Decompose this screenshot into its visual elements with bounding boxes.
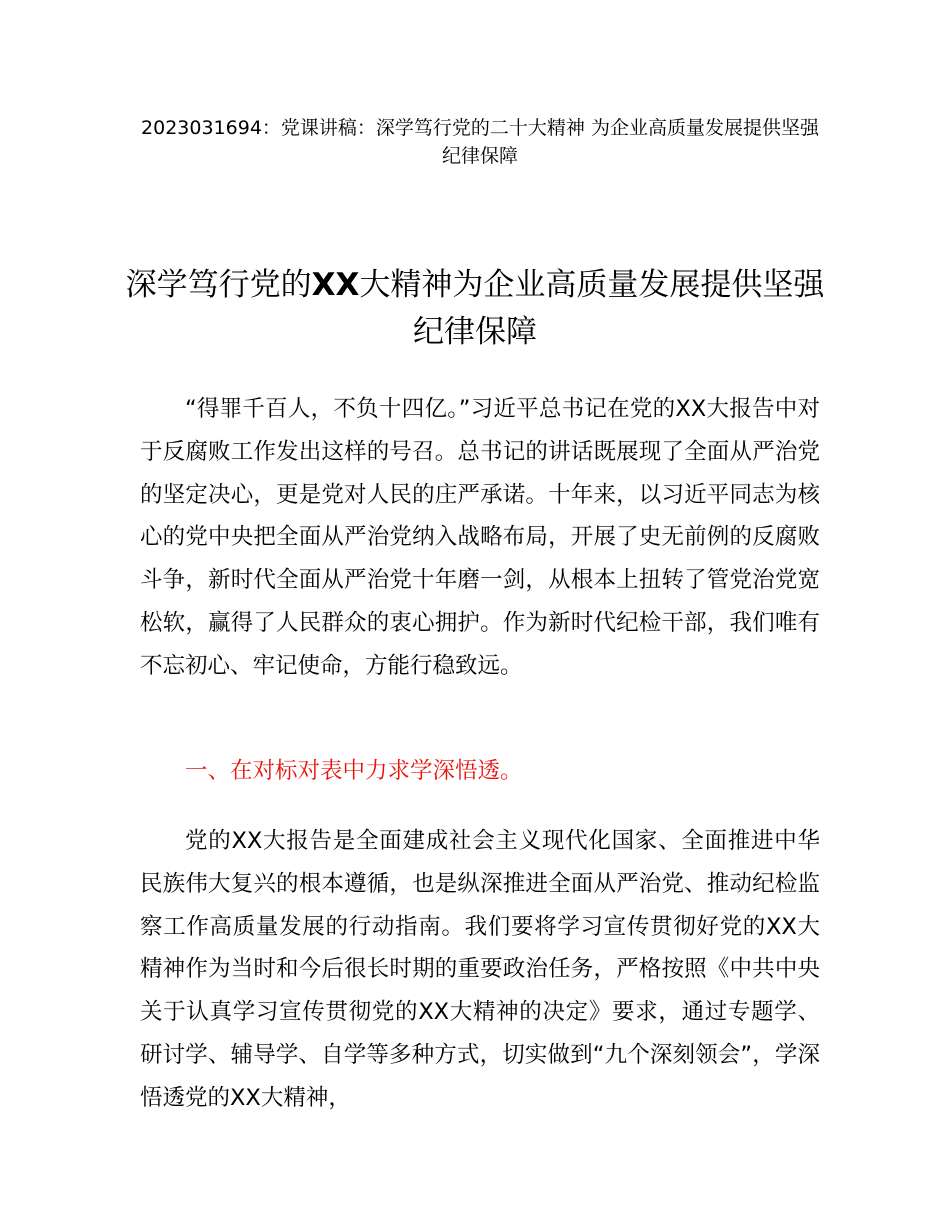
body-paragraph-1: “得罪千百人，不负十四亿。”习近平总书记在党的XX大报告中对于反腐败工作发出这样的号召。总书记的讲话既展现了全面从严治党的坚定决心，更是党对人民的庄严承诺。十年来，以习近平同志为核心的党中央把全面从严治党纳入战略布局，开展了史无前例的反腐败斗争，新时代全面从严治党十年磨一剑，从根本上扭转了管党治党宽松软，赢得了人民群众的衷心拥护。作为新时代纪检干部，我们唯有不忘初心、牢记使命，方能行稳致远。 [140,396,820,679]
section-heading: 一、在对标对表中力求学深悟透。 [185,758,523,784]
document-title: 深学笃行党的XX大精神为企业高质量发展提供坚强纪律保障 [125,267,825,350]
document-header: 2023031694：党课讲稿：深学笃行党的二十大精神 为企业高质量发展提供坚强纪律保障 [141,117,819,167]
body-paragraph-2: 党的XX大报告是全面建成社会主义现代化国家、全面推进中华民族伟大复兴的根本遵循，也是纵深推进全面从严治党、推动纪检监察工作高质量发展的行动指南。我们要将学习宣传贯彻好党的XX大精神作为当时和今后很长时期的重要政治任务，严格按照《中共中央关于认真学习宣传贯彻党的XX大精神的决定》要求，通过专题学、研讨学、辅导学、自学等多种方式，切实做到“九个深刻领会”，学深悟透党的XX大精神， [140,828,820,1111]
